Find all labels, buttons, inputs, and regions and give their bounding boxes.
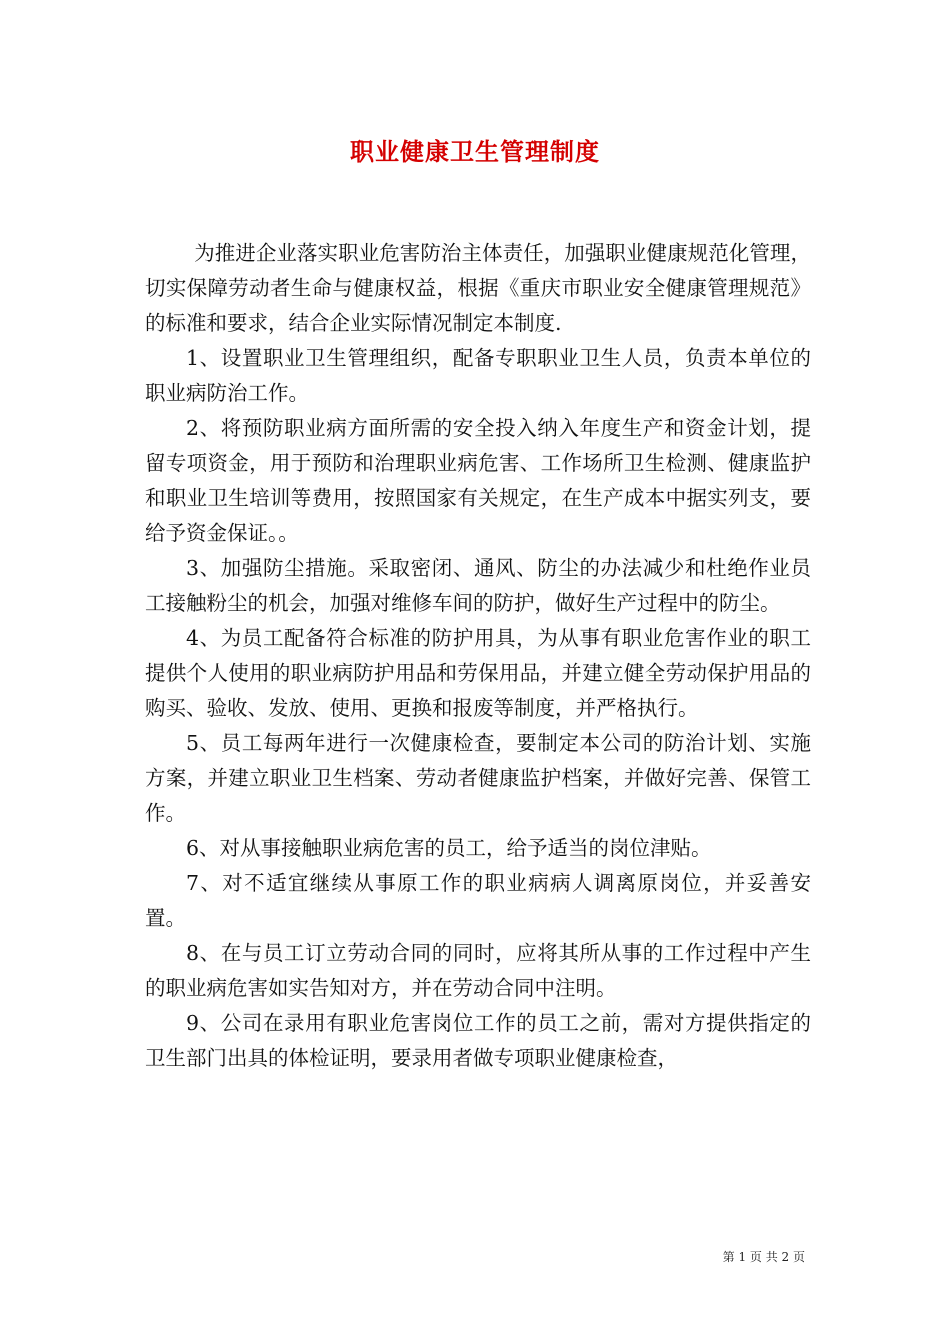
item-paragraph-5: 5、员工每两年进行一次健康检查，要制定本公司的防治计划、实施方案，并建立职业卫生档案、劳动者健康监护档案，并做好完善、保管工作。 <box>145 731 811 825</box>
page-number-footer: 第 1 页 共 2 页 <box>722 1250 805 1264</box>
document-title: 职业健康卫生管理制度 <box>350 137 600 166</box>
document-body <box>145 236 811 1076</box>
item-paragraph-9: 9、公司在录用有职业危害岗位工作的员工之前，需对方提供指定的卫生部门出具的体检证明，要录用者做专项职业健康检查， <box>145 1011 811 1070</box>
intro-paragraph: 为推进企业落实职业危害防治主体责任，加强职业健康规范化管理，切实保障劳动者生命与健康权益，根据《重庆市职业安全健康管理规范》的标准和要求，结合企业实际情况制定本制度. <box>145 241 811 335</box>
item-paragraph-4: 4、为员工配备符合标准的防护用具，为从事有职业危害作业的职工提供个人使用的职业病防护用品和劳保用品，并建立健全劳动保护用品的购买、验收、发放、使用、更换和报废等制度，并严格执行。 <box>145 626 811 720</box>
item-paragraph-2: 2、将预防职业病方面所需的安全投入纳入年度生产和资金计划，提留专项资金，用于预防和治理职业病危害、工作场所卫生检测、健康监护和职业卫生培训等费用，按照国家有关规定，在生产成本中据实列支，要给予资金保证。。 <box>145 416 811 545</box>
item-paragraph-3: 3、加强防尘措施。采取密闭、通风、防尘的办法减少和杜绝作业员工接触粉尘的机会，加强对维修车间的防护，做好生产过程中的防尘。 <box>145 556 811 615</box>
item-paragraph-8: 8、在与员工订立劳动合同的同时，应将其所从事的工作过程中产生的职业病危害如实告知对方，并在劳动合同中注明。 <box>145 941 811 1000</box>
item-paragraph-1: 1、设置职业卫生管理组织，配备专职职业卫生人员，负责本单位的职业病防治工作。 <box>145 346 811 405</box>
item-paragraph-7: 7、对不适宜继续从事原工作的职业病病人调离原岗位，并妥善安置。 <box>145 871 811 930</box>
item-paragraph-6: 6、对从事接触职业病危害的员工，给予适当的岗位津贴。 <box>186 836 712 860</box>
